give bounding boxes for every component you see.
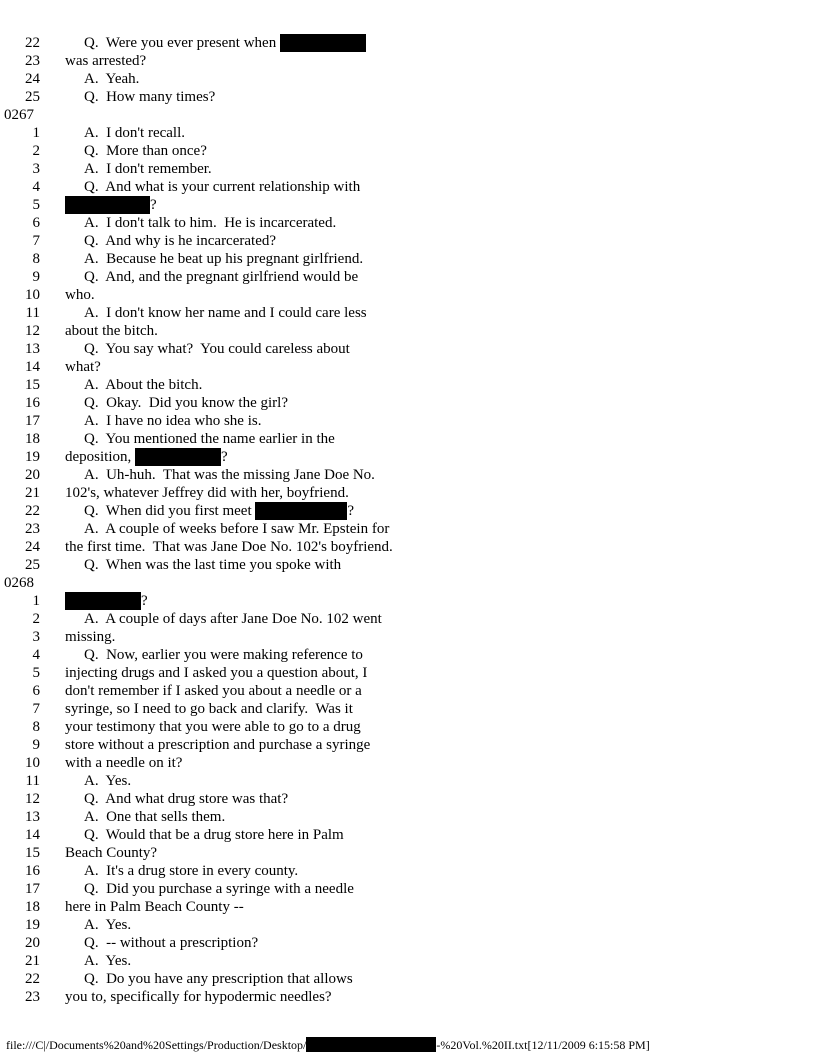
line-text: [84, 826, 344, 844]
line-text-content: A. Because he beat up his pregnant girlfriend.: [84, 251, 364, 267]
line-text: [65, 322, 158, 340]
line-number: 11: [25, 305, 40, 321]
line-text-after-redaction: ?: [141, 593, 148, 609]
line-number: 10: [25, 287, 40, 303]
line-text-content: who.: [65, 287, 95, 303]
line-text: [84, 178, 360, 196]
line-text: [84, 376, 202, 394]
line-text: [84, 70, 139, 88]
line-number: 10: [25, 755, 40, 771]
line-text-content: injecting drugs and I asked you a question about, I: [65, 665, 368, 681]
transcript-line: [0, 286, 816, 304]
line-text-content: A. Yes.: [84, 773, 132, 789]
transcript-line: [0, 448, 816, 466]
line-number: 17: [25, 881, 40, 897]
line-number: 23: [25, 989, 40, 1005]
line-text: [84, 862, 298, 880]
line-text: [65, 628, 115, 646]
line-text-content: Q. You say what? You could careless about: [84, 341, 350, 357]
line-number: 22: [25, 35, 40, 51]
line-text: [84, 916, 131, 934]
line-number: 13: [25, 809, 40, 825]
transcript-line: [0, 682, 816, 700]
line-text: [84, 232, 276, 250]
line-number: 20: [25, 467, 40, 483]
line-text-content: Q. And what drug store was that?: [84, 791, 289, 807]
line-text: [65, 988, 332, 1006]
line-number: 5: [32, 197, 40, 213]
transcript-line: [0, 826, 816, 844]
transcript-line: [0, 394, 816, 412]
line-number: 23: [25, 53, 40, 69]
line-text-content: deposition,: [65, 449, 135, 465]
line-text: [84, 934, 258, 952]
line-text-content: A. Yes.: [84, 953, 132, 969]
transcript-line: [0, 268, 816, 286]
transcript-line: [0, 520, 816, 538]
line-text-content: Q. Did you purchase a syringe with a needle: [84, 881, 354, 897]
line-number: 13: [25, 341, 40, 357]
line-text: [65, 52, 146, 70]
line-text: [84, 412, 261, 430]
line-text-content: store without a prescription and purchase a syringe: [65, 737, 371, 753]
transcript-line: [0, 340, 816, 358]
line-text-content: here in Palm Beach County --: [65, 899, 244, 915]
line-text-content: A. I don't remember.: [84, 161, 212, 177]
transcript-line: [0, 250, 816, 268]
line-number: 14: [25, 359, 40, 375]
transcript-line: [0, 610, 816, 628]
line-text-content: what?: [65, 359, 101, 375]
line-text: [84, 340, 350, 358]
line-text: [84, 160, 212, 178]
line-number: 25: [25, 557, 40, 573]
line-text-after-redaction: ?: [221, 449, 228, 465]
transcript-line: [0, 844, 816, 862]
line-number: 25: [25, 89, 40, 105]
line-text-content: A. A couple of weeks before I saw Mr. Epstein for: [84, 521, 390, 537]
transcript-line: [0, 808, 816, 826]
transcript-line: [0, 502, 816, 520]
line-number: 6: [32, 683, 40, 699]
line-text: [84, 34, 366, 52]
line-number: 19: [25, 449, 40, 465]
transcript-line: [0, 700, 816, 718]
line-number: 5: [32, 665, 40, 681]
page-marker: [0, 106, 816, 124]
line-number: 21: [25, 953, 40, 969]
line-text: [65, 682, 362, 700]
file-path-footer: [6, 1037, 650, 1053]
transcript-line: [0, 160, 816, 178]
line-text-content: Q. When did you first meet: [84, 503, 256, 519]
transcript-line: [0, 142, 816, 160]
line-number: 19: [25, 917, 40, 933]
transcript-line: [0, 124, 816, 142]
line-text: [65, 700, 353, 718]
line-number: 3: [32, 161, 40, 177]
transcript-line: [0, 916, 816, 934]
line-number: 6: [32, 215, 40, 231]
line-text-content: Q. Would that be a drug store here in Palm: [84, 827, 344, 843]
line-text-content: 102's, whatever Jeffrey did with her, boyfriend.: [65, 485, 349, 501]
transcript-line: [0, 430, 816, 448]
line-number: 16: [25, 395, 40, 411]
line-text-content: you to, specifically for hypodermic needles?: [65, 989, 332, 1005]
transcript-line: [0, 970, 816, 988]
transcript-line: [0, 196, 816, 214]
line-text: [84, 88, 215, 106]
line-text-content: Q. And why is he incarcerated?: [84, 233, 277, 249]
line-text-content: Q. Now, earlier you were making reference to: [84, 647, 363, 663]
transcript-line: [0, 628, 816, 646]
transcript-line: [0, 214, 816, 232]
transcript-line: [0, 952, 816, 970]
line-text: [65, 448, 228, 466]
transcript-line: [0, 790, 816, 808]
line-number: 1: [32, 593, 40, 609]
line-text-content: Q. And, and the pregnant girlfriend would be: [84, 269, 359, 285]
page-number: 0267: [4, 107, 34, 123]
line-text-content: A. It's a drug store in every county.: [84, 863, 299, 879]
line-text: [65, 484, 349, 502]
redaction-box: [65, 592, 141, 610]
line-text: [84, 466, 375, 484]
line-text: [84, 214, 336, 232]
line-number: 17: [25, 413, 40, 429]
line-text: [84, 394, 288, 412]
transcript-line: [0, 376, 816, 394]
line-text-content: Beach County?: [65, 845, 158, 861]
transcript-line: [0, 178, 816, 196]
line-text-content: A. I have no idea who she is.: [84, 413, 262, 429]
line-text-content: A. I don't recall.: [84, 125, 186, 141]
line-number: 24: [25, 539, 40, 555]
redaction-box: [255, 502, 347, 520]
line-text: [84, 808, 225, 826]
transcript-page: [0, 34, 816, 1006]
line-text: [84, 304, 367, 322]
line-text-content: your testimony that you were able to go to a drug: [65, 719, 361, 735]
transcript-line: [0, 592, 816, 610]
transcript-line: [0, 412, 816, 430]
line-text-content: A. I don't talk to him. He is incarcerated.: [84, 215, 337, 231]
transcript-line: [0, 556, 816, 574]
page-marker: [0, 574, 816, 592]
line-text-content: Q. How many times?: [84, 89, 216, 105]
transcript-line: [0, 358, 816, 376]
transcript-line: [0, 538, 816, 556]
line-number: 8: [32, 251, 40, 267]
line-number: 7: [32, 701, 40, 717]
line-text-after-redaction: ?: [347, 503, 355, 519]
line-number: 15: [25, 845, 40, 861]
line-text: [65, 718, 361, 736]
line-text-content: syringe, so I need to go back and clarify. Was it: [65, 701, 353, 717]
line-number: 9: [32, 737, 40, 753]
line-number: 12: [25, 791, 40, 807]
transcript-line: [0, 880, 816, 898]
line-number: 7: [32, 233, 40, 249]
line-text-content: A. Yeah.: [84, 71, 140, 87]
line-number: 16: [25, 863, 40, 879]
page-number: 0268: [4, 575, 34, 591]
line-text-content: Q. Okay. Did you know the girl?: [84, 395, 288, 411]
line-text-content: Q. You mentioned the name earlier in the: [84, 431, 335, 447]
line-text: [84, 556, 341, 574]
line-number: 3: [32, 629, 40, 645]
line-text: [84, 124, 185, 142]
line-text-content: was arrested?: [65, 53, 147, 69]
line-number: 4: [32, 647, 40, 663]
line-number: 14: [25, 827, 40, 843]
line-text-content: Q. Were you ever present when: [84, 35, 280, 51]
transcript-line: [0, 736, 816, 754]
line-text: [65, 844, 157, 862]
line-text: [65, 196, 157, 214]
transcript-line: [0, 898, 816, 916]
line-text: [84, 970, 353, 988]
transcript-line: [0, 466, 816, 484]
line-number: 2: [32, 143, 40, 159]
transcript-line: [0, 484, 816, 502]
transcript-line: [0, 934, 816, 952]
line-text: [84, 790, 288, 808]
line-text: [84, 610, 382, 628]
line-text: [84, 502, 354, 520]
line-text: [65, 754, 182, 772]
line-text-content: missing.: [65, 629, 116, 645]
redaction-box: [280, 34, 366, 52]
line-text-content: A. One that sells them.: [84, 809, 226, 825]
line-number: 22: [25, 971, 40, 987]
footer-path-prefix: file:///C|/Documents%20and%20Settings/Production/Desktop/: [6, 1038, 307, 1052]
line-text: [84, 646, 363, 664]
line-number: 20: [25, 935, 40, 951]
line-text-content: Q. More than once?: [84, 143, 207, 159]
line-text: [84, 880, 354, 898]
line-number: 15: [25, 377, 40, 393]
line-text: [65, 286, 95, 304]
line-text: [65, 664, 367, 682]
line-text-content: A. About the bitch.: [84, 377, 203, 393]
line-text: [84, 952, 131, 970]
line-text-content: A. I don't know her name and I could care less: [84, 305, 367, 321]
line-text-content: Q. Do you have any prescription that allows: [84, 971, 353, 987]
line-number: 18: [25, 899, 40, 915]
transcript-line: [0, 70, 816, 88]
line-number: 18: [25, 431, 40, 447]
line-text: [84, 520, 389, 538]
transcript-line: [0, 52, 816, 70]
line-text-content: Q. -- without a prescription?: [84, 935, 259, 951]
transcript-line: [0, 304, 816, 322]
transcript-line: [0, 322, 816, 340]
line-text-content: Q. When was the last time you spoke with: [84, 557, 342, 573]
line-text-content: Q. And what is your current relationship with: [84, 179, 361, 195]
line-number: 23: [25, 521, 40, 537]
line-number: 1: [32, 125, 40, 141]
line-number: 21: [25, 485, 40, 501]
transcript-line: [0, 646, 816, 664]
line-text-after-redaction: ?: [150, 197, 157, 213]
line-text: [84, 250, 363, 268]
redaction-box: [135, 448, 221, 466]
line-text-content: A. Yes.: [84, 917, 132, 933]
line-text-content: the first time. That was Jane Doe No. 102's boyfriend.: [65, 539, 393, 555]
line-text-content: A. Uh-huh. That was the missing Jane Doe No.: [84, 467, 375, 483]
line-text-content: with a needle on it?: [65, 755, 183, 771]
transcript-line: [0, 754, 816, 772]
transcript-line: [0, 772, 816, 790]
line-text: [65, 538, 393, 556]
line-text: [65, 736, 370, 754]
line-text: [65, 358, 101, 376]
line-text: [65, 898, 244, 916]
transcript-line: [0, 34, 816, 52]
line-number: 12: [25, 323, 40, 339]
line-text-content: about the bitch.: [65, 323, 158, 339]
footer-path-suffix: -%20Vol.%20II.txt[12/11/2009 6:15:58 PM]: [436, 1038, 650, 1052]
line-number: 8: [32, 719, 40, 735]
line-number: 24: [25, 71, 40, 87]
line-text: [84, 430, 335, 448]
transcript-line: [0, 664, 816, 682]
transcript-line: [0, 88, 816, 106]
line-number: 11: [25, 773, 40, 789]
transcript-line: [0, 232, 816, 250]
transcript-line: [0, 862, 816, 880]
line-text: [84, 268, 358, 286]
line-number: 22: [25, 503, 40, 519]
line-number: 2: [32, 611, 40, 627]
line-text-content: don't remember if I asked you about a needle or a: [65, 683, 362, 699]
line-text-content: A. A couple of days after Jane Doe No. 102 went: [84, 611, 382, 627]
line-text: [84, 142, 207, 160]
line-text: [84, 772, 131, 790]
line-number: 4: [32, 179, 40, 195]
footer-redaction-box: [306, 1037, 436, 1052]
line-number: 9: [32, 269, 40, 285]
transcript-line: [0, 988, 816, 1006]
line-text: [65, 592, 148, 610]
redaction-box: [65, 196, 150, 214]
transcript-line: [0, 718, 816, 736]
